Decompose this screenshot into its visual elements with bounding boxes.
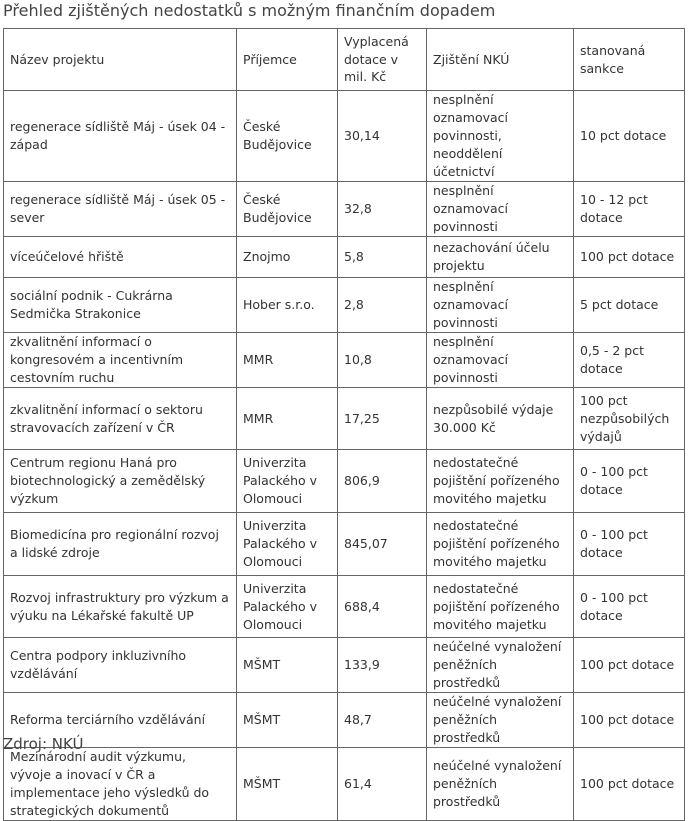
- table-row: [4, 576, 685, 638]
- recipient-cell: České Budějovice: [237, 91, 338, 182]
- sanction-cell: 100 pct dotace: [574, 693, 685, 748]
- recipient-cell: Univerzita Palackého v Olomouci: [237, 450, 338, 513]
- finding-cell: neúčelné vynaložení peněžních prostředků: [427, 693, 574, 748]
- project-cell: Mezinárodní audit výzkumu, vývoje a inovací v ČR a implementace jeho výsledků do strategických dokumentů: [4, 748, 237, 821]
- project-cell: Centra podpory inkluzivního vzdělávání: [4, 638, 237, 693]
- recipient-cell: Hober s.r.o.: [237, 278, 338, 333]
- finding-cell: nesplnění oznamovací povinnosti: [427, 182, 574, 237]
- finding-cell: nesplnění oznamovací povinnosti: [427, 278, 574, 333]
- recipient-cell: Univerzita Palackého v Olomouci: [237, 513, 338, 576]
- table-row: [4, 450, 685, 513]
- sanction-cell: 100 pct dotace: [574, 237, 685, 278]
- amount-cell: 806,9: [338, 450, 427, 513]
- sanction-cell: 0,5 - 2 pct dotace: [574, 333, 685, 388]
- recipient-cell: Univerzita Palackého v Olomouci: [237, 576, 338, 638]
- amount-cell: 48,7: [338, 693, 427, 748]
- recipient-cell: České Budějovice: [237, 182, 338, 237]
- sanction-cell: 5 pct dotace: [574, 278, 685, 333]
- amount-cell: 17,25: [338, 388, 427, 450]
- project-cell: sociální podnik - Cukrárna Sedmička Strakonice: [4, 278, 237, 333]
- table-row: [4, 182, 685, 237]
- project-cell: zkvalitnění informací o kongresovém a incentivním cestovním ruchu: [4, 333, 237, 388]
- column-header-recipient: Příjemce: [237, 29, 338, 91]
- source-note: Zdroj: NKÚ: [3, 735, 84, 753]
- finding-cell: nezachování účelu projektu: [427, 237, 574, 278]
- amount-cell: 845,07: [338, 513, 427, 576]
- project-cell: Reforma terciárního vzdělávání: [4, 693, 237, 748]
- amount-cell: 2,8: [338, 278, 427, 333]
- table-row: [4, 638, 685, 693]
- finding-cell: neúčelné vynaložení peněžních prostředků: [427, 638, 574, 693]
- sanction-cell: 100 pct dotace: [574, 748, 685, 821]
- finding-cell: nesplnění oznamovací povinnosti: [427, 333, 574, 388]
- project-cell: víceúčelové hřiště: [4, 237, 237, 278]
- amount-cell: 61,4: [338, 748, 427, 821]
- table-row: [4, 513, 685, 576]
- finding-cell: neúčelné vynaložení peněžních prostředků: [427, 748, 574, 821]
- project-cell: regenerace sídliště Máj - úsek 05 - sever: [4, 182, 237, 237]
- sanction-cell: 0 - 100 pct dotace: [574, 450, 685, 513]
- amount-cell: 10,8: [338, 333, 427, 388]
- project-cell: Biomedicína pro regionální rozvoj a lidské zdroje: [4, 513, 237, 576]
- recipient-cell: MMR: [237, 333, 338, 388]
- table-row: [4, 748, 685, 821]
- recipient-cell: Znojmo: [237, 237, 338, 278]
- table-row: [4, 237, 685, 278]
- page-title: Přehled zjištěných nedostatků s možným finančním dopadem: [3, 1, 496, 20]
- table-row: [4, 278, 685, 333]
- findings-table: [3, 28, 685, 821]
- project-cell: Rozvoj infrastruktury pro výzkum a výuku na Lékařské fakultě UP: [4, 576, 237, 638]
- column-header-finding: Zjištění NKÚ: [427, 29, 574, 91]
- column-header-amount: Vyplacená dotace v mil. Kč: [338, 29, 427, 91]
- table-row: [4, 91, 685, 182]
- sanction-cell: 0 - 100 pct dotace: [574, 576, 685, 638]
- sanction-cell: 100 pct dotace: [574, 638, 685, 693]
- finding-cell: nesplnění oznamovací povinnosti, neoddělení účetnictví: [427, 91, 574, 182]
- table-row: [4, 333, 685, 388]
- finding-cell: nezpůsobilé výdaje 30.000 Kč: [427, 388, 574, 450]
- sanction-cell: 100 pct nezpůsobilých výdajů: [574, 388, 685, 450]
- project-cell: zkvalitnění informací o sektoru stravovacích zařízení v ČR: [4, 388, 237, 450]
- amount-cell: 30,14: [338, 91, 427, 182]
- recipient-cell: MŠMT: [237, 748, 338, 821]
- sanction-cell: 0 - 100 pct dotace: [574, 513, 685, 576]
- amount-cell: 688,4: [338, 576, 427, 638]
- sanction-cell: 10 - 12 pct dotace: [574, 182, 685, 237]
- amount-cell: 5,8: [338, 237, 427, 278]
- project-cell: regenerace sídliště Máj - úsek 04 - západ: [4, 91, 237, 182]
- table-row: [4, 693, 685, 748]
- table-row: [4, 388, 685, 450]
- finding-cell: nedostatečné pojištění pořízeného movitého majetku: [427, 513, 574, 576]
- finding-cell: nedostatečné pojištění pořízeného movitého majetku: [427, 450, 574, 513]
- recipient-cell: MŠMT: [237, 638, 338, 693]
- recipient-cell: MŠMT: [237, 693, 338, 748]
- finding-cell: nedostatečné pojištění pořízeného movitého majetku: [427, 576, 574, 638]
- column-header-sanction: stanovaná sankce: [574, 29, 685, 91]
- column-header-project: Název projektu: [4, 29, 237, 91]
- amount-cell: 32,8: [338, 182, 427, 237]
- amount-cell: 133,9: [338, 638, 427, 693]
- project-cell: Centrum regionu Haná pro biotechnologický a zemědělský výzkum: [4, 450, 237, 513]
- header-row: [4, 29, 685, 91]
- sanction-cell: 10 pct dotace: [574, 91, 685, 182]
- recipient-cell: MMR: [237, 388, 338, 450]
